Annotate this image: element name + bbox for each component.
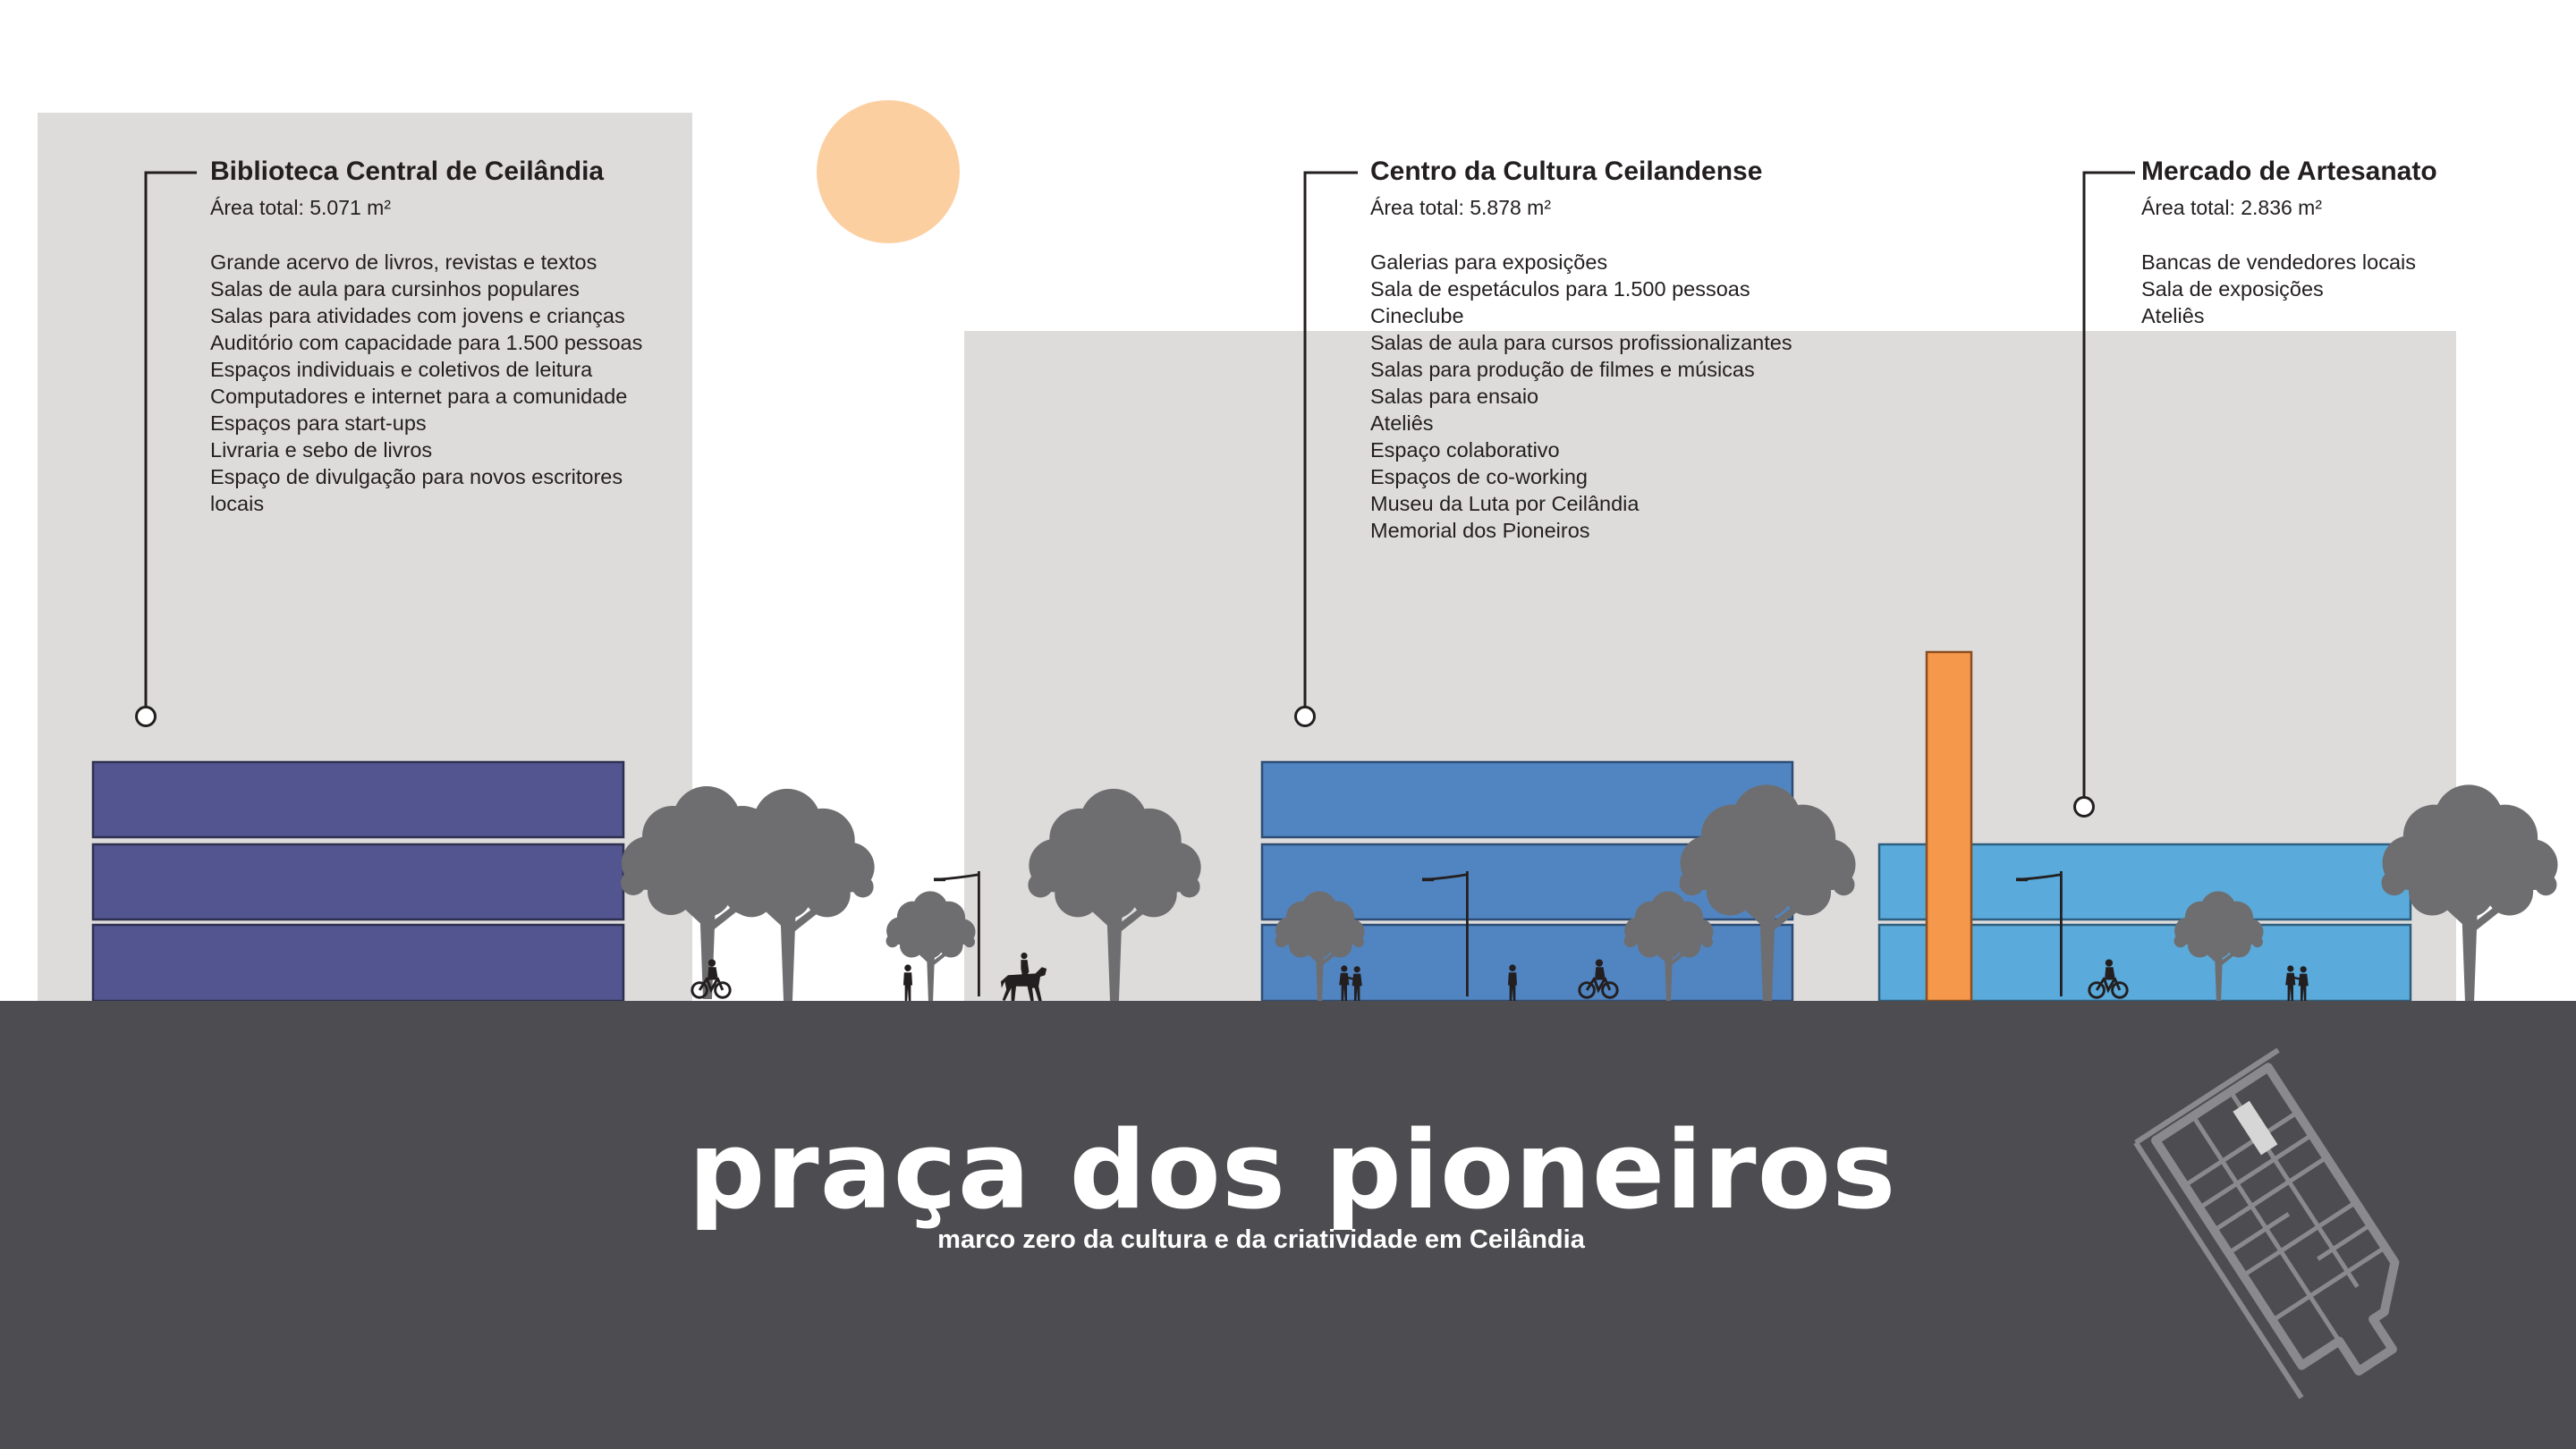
list-item: Livraria e sebo de livros [210,438,433,462]
list-item: Espaços de co-working [1370,465,1588,488]
biblioteca-title: Biblioteca Central de Ceilândia [210,157,605,186]
biblioteca-program-list [210,249,642,517]
biblioteca-floor-2 [93,844,623,919]
list-item: Espaços individuais e coletivos de leitura [210,358,593,381]
list-item: Ateliês [2141,304,2205,327]
list-item: Sala de exposições [2141,277,2324,301]
page-subtitle: marco zero da cultura e da criatividade em Ceilândia [937,1225,1585,1254]
pedestrian-icon [903,964,912,1002]
list-item: locais [210,492,265,515]
page-title: praça dos pioneiros [688,1109,1897,1233]
list-item: Sala de espetáculos para 1.500 pessoas [1370,277,1750,301]
mercado-area: Área total: 2.836 m² [2141,196,2322,219]
list-item: Computadores e internet para a comunidade [210,385,628,408]
list-item: Salas de aula para cursinhos populares [210,277,580,301]
biblioteca-building [93,762,623,1001]
centro-title: Centro da Cultura Ceilandense [1370,157,1763,186]
list-item: Galerias para exposições [1370,250,1608,274]
biblioteca-leader-marker [137,708,156,726]
list-item: Bancas de vendedores locais [2141,250,2417,274]
list-item: Grande acervo de livros, revistas e textos [210,250,597,274]
sun-icon [817,100,960,243]
list-item: Auditório com capacidade para 1.500 pessoas [210,331,643,354]
list-item: Museu da Luta por Ceilândia [1370,492,1640,515]
centro-panel [1370,156,1792,544]
tree-icon [886,891,976,1001]
mercado-panel [2141,156,2437,329]
title-block [0,1109,2576,1256]
mercado-leader-marker [2075,798,2094,817]
mercado-program-list [2141,249,2437,329]
list-item: Salas para atividades com jovens e crianças [210,304,625,327]
list-item: Cineclube [1370,304,1464,327]
mercado-title: Mercado de Artesanato [2141,157,2437,186]
centro-leader-marker [1296,708,1315,726]
list-item: Espaço colaborativo [1370,438,1560,462]
centro-area: Área total: 5.878 m² [1370,196,1551,219]
list-item: Salas para ensaio [1370,385,1539,408]
list-item: Espaço de divulgação para novos escritores [210,465,623,488]
biblioteca-floor-1 [93,925,623,1001]
list-item: Salas para produção de filmes e músicas [1370,358,1755,381]
list-item: Ateliês [1370,411,1434,435]
biblioteca-area: Área total: 5.071 m² [210,196,391,219]
list-item: Salas de aula para cursos profissionalizantes [1370,331,1792,354]
cyclist-icon [692,959,730,997]
biblioteca-panel [210,156,642,517]
biblioteca-floor-3 [93,762,623,837]
list-item: Memorial dos Pioneiros [1370,519,1590,542]
list-item: Espaços para start-ups [210,411,427,435]
centro-program-list [1370,249,1792,544]
tower [1927,652,1971,1001]
